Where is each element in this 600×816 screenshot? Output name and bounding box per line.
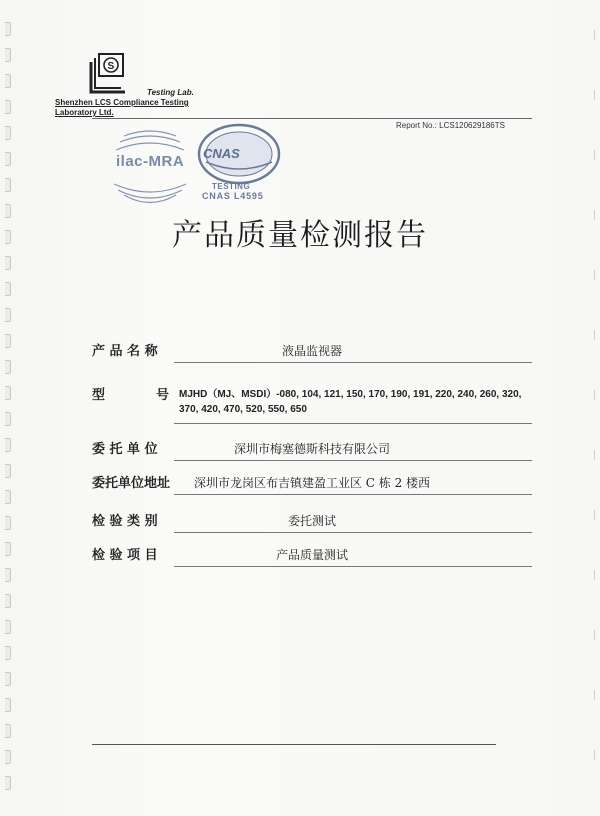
test-type-underline xyxy=(174,532,532,533)
client-value: 深圳市梅塞德斯科技有限公司 xyxy=(233,442,390,456)
product-name-value: 液晶监视器 xyxy=(281,344,342,358)
row-client-address xyxy=(92,472,532,502)
cnas-text: CNAS xyxy=(203,146,240,161)
svg-text:S: S xyxy=(107,61,115,72)
client-address-value: 深圳市龙岗区布吉镇建盈工业区 C 栋 2 楼西 xyxy=(193,476,431,490)
header-divider xyxy=(92,118,532,119)
row-test-type xyxy=(92,510,532,540)
test-item-label: 检 验 项 目 xyxy=(92,548,158,563)
test-item-value: 产品质量测试 xyxy=(275,548,348,562)
product-name-underline xyxy=(174,362,532,363)
lcs-logo-icon xyxy=(85,52,129,98)
client-address-underline xyxy=(174,494,532,495)
right-edge-marks xyxy=(590,0,600,816)
lab-name-line1: Shenzhen LCS Compliance Testing xyxy=(55,98,189,107)
cnas-code-text: CNAS L4595 xyxy=(202,191,264,201)
model-underline xyxy=(174,423,532,424)
test-type-label: 检 验 类 别 xyxy=(92,514,158,529)
lab-name-line2: Laboratory Ltd. xyxy=(55,108,114,117)
model-label-part1: 型 xyxy=(92,388,106,403)
client-address-label: 委托单位地址 xyxy=(92,476,171,491)
client-underline xyxy=(174,460,532,461)
binding-holes xyxy=(0,0,20,816)
row-client xyxy=(92,438,532,468)
document-title: 产品质量检测报告 xyxy=(172,218,428,253)
ilac-mra-text: ilac-MRA xyxy=(116,153,185,170)
model-label-part2: 号 xyxy=(156,388,170,403)
test-type-value: 委托测试 xyxy=(287,514,336,528)
testing-lab-label: Testing Lab. xyxy=(147,88,194,97)
footer-divider xyxy=(92,744,496,745)
row-test-item xyxy=(92,544,532,574)
test-item-underline xyxy=(174,566,532,567)
cnas-testing-text: TESTING xyxy=(212,182,251,191)
client-label: 委 托 单 位 xyxy=(92,442,158,457)
model-value: MJHD（MJ、MSDI）-080, 104, 121, 150, 170, 190, 191, 220, 240, 260, 320, 370, 420, 470, 520, 550, 650 xyxy=(179,389,522,415)
row-product-name xyxy=(92,340,532,370)
lab-full-name xyxy=(55,98,215,118)
product-name-label: 产 品 名 称 xyxy=(92,344,158,359)
report-number: Report No.: LCS120629186TS xyxy=(396,121,505,130)
row-model xyxy=(92,384,532,428)
